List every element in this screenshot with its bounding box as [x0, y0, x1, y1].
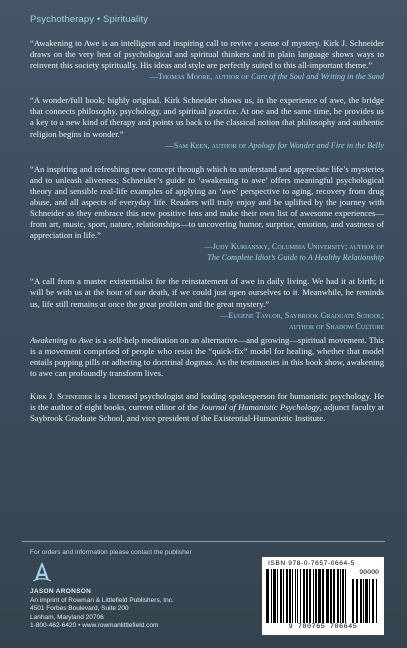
publisher-name: JASON ARONSON [30, 588, 92, 595]
barcode-bar [300, 569, 301, 623]
barcode-bar [283, 569, 284, 623]
barcode-bar [333, 569, 335, 623]
endorsement-quote-1: “Awakening to Awe is an intelligent and inspiring call to revive a sense of mystery. Kirk J. Schneider draws on the very best of psychological and spiritual thinkers and in plain language shows ways to reinvent this society spiritually. His ideas and style are perfectly suited to this all-important theme.” [30, 38, 384, 71]
endorsement-attribution-4: —Eugene Taylor, Saybrook Graduate School; author of Shadow Culture [220, 310, 384, 331]
publisher-imprint: An imprint of Rowman & Littlefield Publishers, Inc. [30, 596, 174, 604]
barcode-bar [376, 579, 377, 623]
barcode-bar [309, 569, 311, 623]
barcode-bar [360, 579, 362, 623]
barcode-bar [356, 579, 358, 623]
barcode-bar [342, 569, 344, 623]
isbn-barcode [266, 569, 348, 623]
barcode-number: 9 780765 706645 [288, 623, 358, 631]
footer-divider [22, 541, 385, 542]
barcode-bar [271, 569, 272, 623]
endorsement-attribution-3: —Judy Kuriansky, Columbia University; author of The Complete Idiot’s Guide to A Healthy Relationship [204, 242, 384, 263]
barcode-bar [289, 569, 291, 623]
barcode-bar [337, 569, 339, 623]
publisher-address-line1: 4501 Forbes Boulevard, Suite 200 [30, 605, 129, 613]
barcode-bar [345, 569, 346, 623]
category-label: Psychotherapy • Spirituality [30, 14, 149, 25]
barcode-bar [266, 569, 269, 623]
barcode-bar [372, 579, 374, 623]
barcode-bar [292, 569, 293, 623]
barcode-bar [273, 569, 276, 623]
barcode-block [262, 557, 384, 635]
endorsement-attribution-1: —Thomas Moore, author of Care of the Soul and Writing in the Sand [149, 72, 384, 82]
endorsement-quote-2: “A wonder/full book; highly original. Kirk Schneider shows us, in the experience of awe, the bridge that connects philosophy, psychology, and spiritual practice. At one and the same time, he provides us a key to a new kind of therapy and points us back to the classical notion that philosophy and authentic religion begins in wonder.” [30, 95, 384, 139]
barcode-bar [297, 569, 298, 623]
orders-line: For orders and information please contact the publisher [30, 549, 192, 556]
barcode-bar [352, 579, 354, 623]
barcode-bar [322, 569, 324, 623]
price-code: 90000 [359, 569, 379, 576]
isbn-label: ISBN 978-0-7657-0664-5 [268, 560, 355, 567]
barcode-bar [330, 569, 332, 623]
barcode-bar [286, 569, 288, 623]
barcode-bar [306, 569, 308, 623]
barcode-bar [363, 579, 364, 623]
barcode-bar [326, 569, 329, 623]
price-barcode [352, 579, 380, 623]
cover-text [30, 38, 384, 424]
barcode-bar [369, 579, 370, 623]
barcode-bar [340, 569, 341, 623]
publisher-address-line2: Lanham, Maryland 20706 [30, 613, 104, 621]
author-bio: Kirk J. Schneider is a licensed psychologist and leading spokesperson for humanistic psychology. He is the author of eight books, current editor of the Journal of Humanistic Psychology, adjunct faculty at Saybrook Graduate School, and vice president of the Existential-Humanistic Institute. [30, 390, 384, 424]
barcode-bar [280, 569, 282, 623]
barcode-bar [315, 569, 317, 623]
barcode-bar [295, 569, 296, 623]
book-description: Awakening to Awe is a self-help meditation on an alternative—and growing—spiritual movement. This is a movement comprised of people who resist the “quick-fix” model for healing, whether that model entails popping pills or adhering to doctrinal dogmas. As the testimonies in this book show, awakening to awe can profoundly transform lives. [30, 334, 384, 378]
publisher-info [30, 588, 174, 631]
barcode-bar [365, 579, 368, 623]
endorsement-attribution-2: —Sam Keen, author of Apology for Wonder and Fire in the Belly [165, 140, 384, 150]
barcode-bar [303, 569, 305, 623]
publisher-contact: 1-800-462-6420 • www.rowmanlittlefield.com [30, 622, 159, 630]
barcode-bar [318, 569, 321, 623]
barcode-bar [313, 569, 314, 623]
endorsement-quote-3: “An inspiring and refreshing new concept through which to understand and appreciate life’s mysteries and to unleash aliveness; Schneider’s guide to ‘awakening to awe’ offers meaningful psychological theory and sensible real-life examples of applying an ‘awe’ perspective to aging, recovery from drug abuse, and all aspects of everyday life. Readers will truly enjoy and be uplifted by the journey with Schneider as they embrace this new positive lens and make their own list of awesome experiences—from art, music, sport, nature, relationships—to uncovering humor, surprise, emotion, and vastness of appreciation in life.” [30, 163, 384, 241]
publisher-logo-icon [30, 560, 54, 584]
barcode-bar [277, 569, 278, 623]
endorsement-quote-4: “A call from a master existentialist for the reinstatement of awe in daily living. We had it at birth; it will be with us at the hour of our death, if we could just open ourselves to it. Meanwhile, he reminds us, life still remains at once the great problem and the great mystery.” [30, 276, 384, 309]
